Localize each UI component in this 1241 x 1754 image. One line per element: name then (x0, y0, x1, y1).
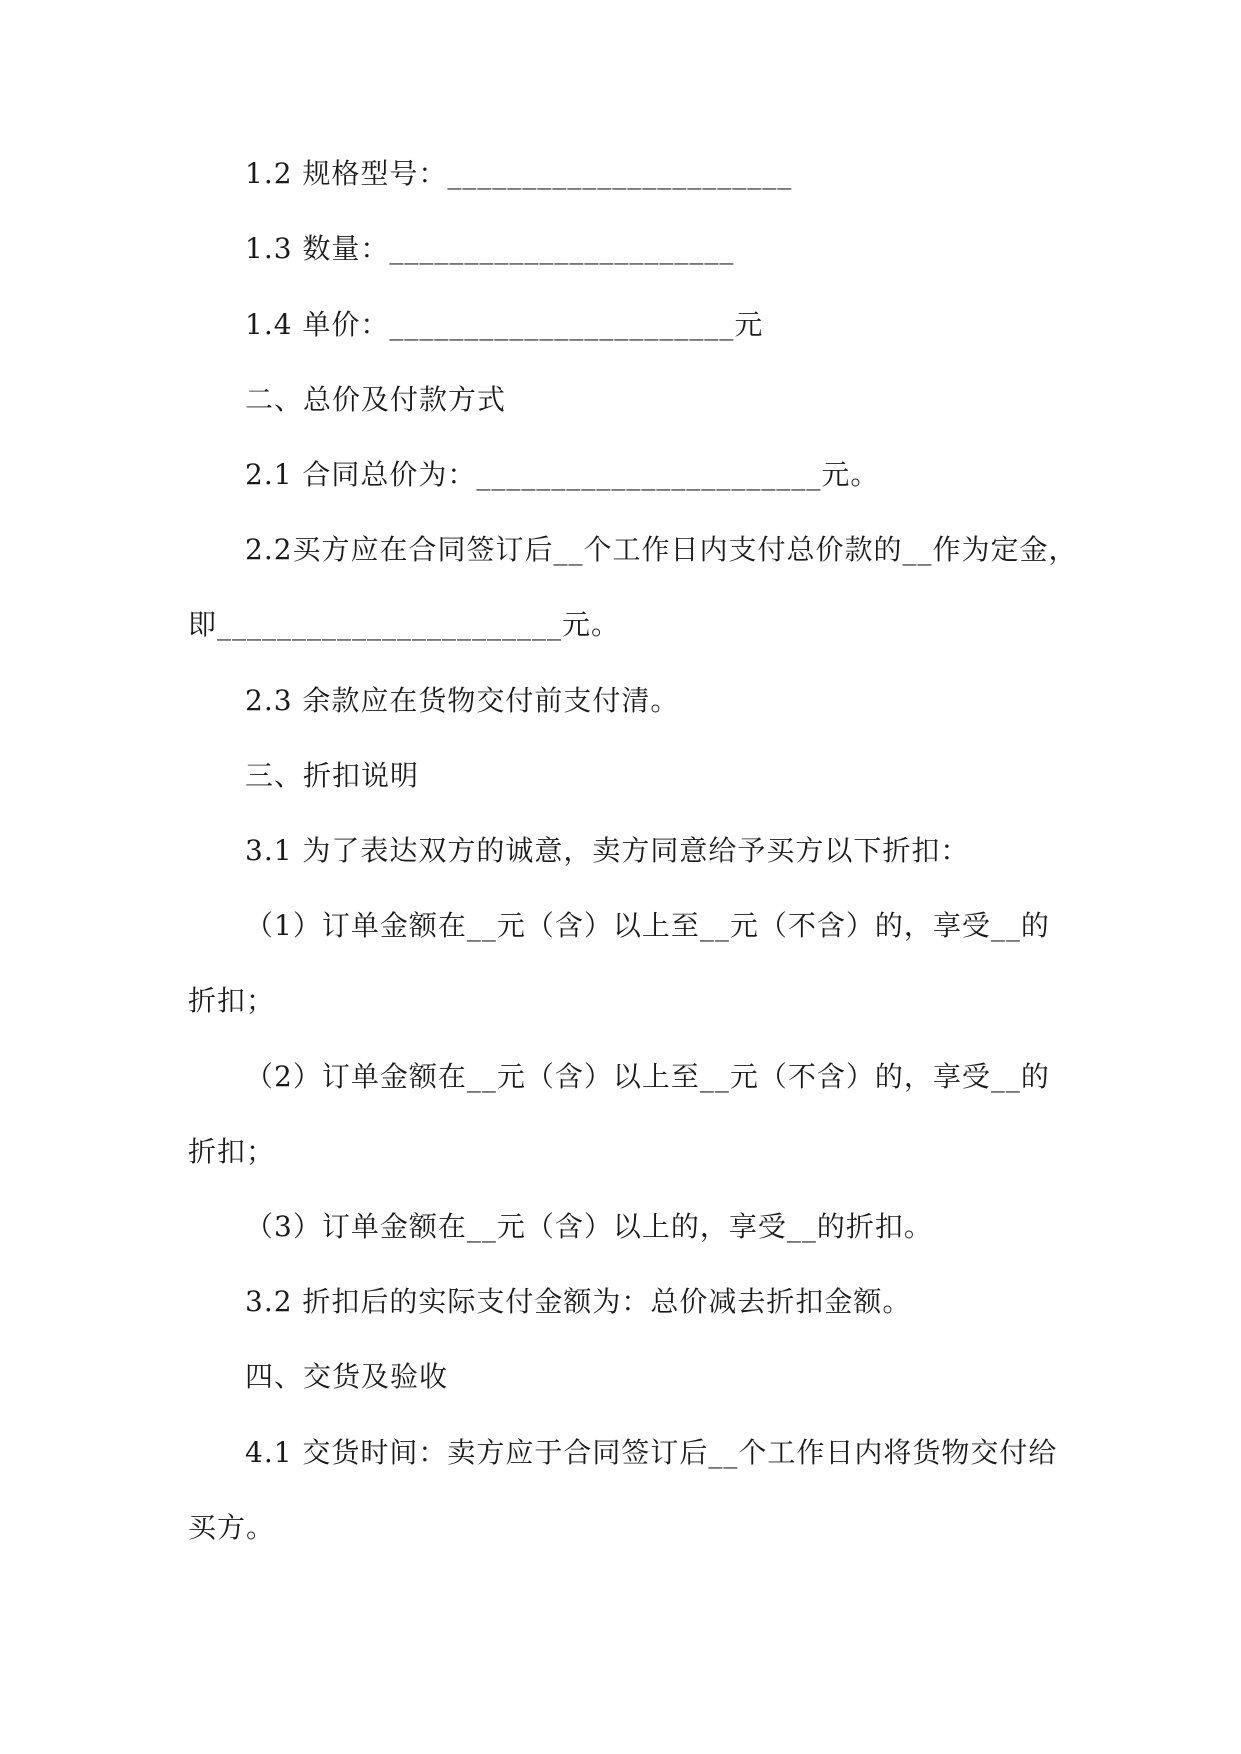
clause-3-2-actual-payment: 3.2 折扣后的实际支付金额为：总价减去折扣金额。 (245, 1285, 912, 1318)
section-2-heading: 二、总价及付款方式 (245, 383, 507, 416)
clause-2-3-balance: 2.3 余款应在货物交付前支付清。 (245, 684, 680, 717)
section-3-heading: 三、折扣说明 (245, 759, 420, 792)
discount-item-2-cont: 折扣； (188, 1135, 276, 1168)
clause-2-2-deposit-cont: 即_______________________元。 (188, 608, 621, 641)
discount-item-2: （2）订单金额在__元（含）以上至__元（不含）的，享受__的 (245, 1060, 1050, 1093)
clause-1-4-unit-price: 1.4 单价：_______________________元 (245, 308, 764, 341)
discount-item-1-cont: 折扣； (188, 984, 276, 1017)
clause-2-2-deposit: 2.2买方应在合同签订后__个工作日内支付总价款的__作为定金， (245, 533, 1078, 566)
section-4-heading: 四、交货及验收 (245, 1360, 449, 1393)
clause-2-1-total-price: 2.1 合同总价为：_______________________元。 (245, 458, 880, 491)
discount-item-1: （1）订单金额在__元（含）以上至__元（不含）的，享受__的 (245, 909, 1050, 942)
clause-4-1-delivery-time-cont: 买方。 (188, 1511, 276, 1544)
clause-3-1-discount: 3.1 为了表达双方的诚意，卖方同意给予买方以下折扣： (245, 834, 970, 867)
clause-1-3-quantity: 1.3 数量：_______________________ (245, 232, 735, 265)
discount-item-3: （3）订单金额在__元（含）以上的，享受__的折扣。 (245, 1210, 933, 1243)
clause-1-2-spec: 1.2 规格型号：_______________________ (245, 157, 793, 190)
clause-4-1-delivery-time: 4.1 交货时间：卖方应于合同签订后__个工作日内将货物交付给 (245, 1436, 1058, 1469)
